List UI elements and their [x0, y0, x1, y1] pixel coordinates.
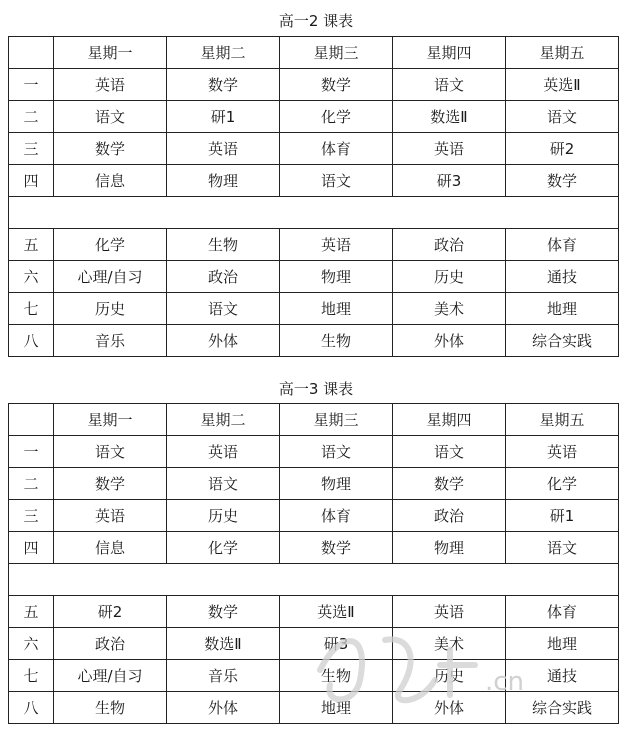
schedule-cell: 研3 — [393, 165, 506, 197]
schedule-cell: 历史 — [167, 500, 280, 532]
schedule-cell: 信息 — [54, 165, 167, 197]
schedule-cell: 星期五 — [506, 37, 619, 69]
table-row — [9, 628, 619, 660]
schedule-cell: 通技 — [506, 261, 619, 293]
schedule-cell: 英语 — [393, 133, 506, 165]
schedule-cell: 语文 — [54, 436, 167, 468]
period-label: 八 — [9, 692, 54, 724]
schedule-cell: 语文 — [167, 293, 280, 325]
schedule-cell: 化学 — [54, 229, 167, 261]
table-row — [9, 101, 619, 133]
schedule-cell: 音乐 — [167, 660, 280, 692]
schedule-cell: 外体 — [167, 325, 280, 357]
period-label — [9, 37, 54, 69]
schedule-cell: 地理 — [280, 692, 393, 724]
period-label: 五 — [9, 596, 54, 628]
schedule-cell: 心理/自习 — [54, 660, 167, 692]
schedule-cell: 生物 — [280, 660, 393, 692]
schedule-cell: 语文 — [393, 69, 506, 101]
table-row — [9, 436, 619, 468]
period-label: 三 — [9, 500, 54, 532]
schedule-table-2 — [8, 403, 619, 724]
schedule-cell: 地理 — [280, 293, 393, 325]
break-row — [9, 197, 619, 229]
schedule-cell: 政治 — [167, 261, 280, 293]
schedule-cell: 体育 — [506, 229, 619, 261]
schedule-cell: 物理 — [393, 532, 506, 564]
schedule-cell: 星期一 — [54, 404, 167, 436]
period-label: 八 — [9, 325, 54, 357]
schedule-cell: 地理 — [506, 628, 619, 660]
schedule-cell: 地理 — [506, 293, 619, 325]
schedule-cell: 政治 — [54, 628, 167, 660]
table-row — [9, 69, 619, 101]
schedule-cell: 数学 — [393, 468, 506, 500]
schedule-cell: 数选Ⅱ — [167, 628, 280, 660]
schedule-cell: 英语 — [167, 133, 280, 165]
period-label: 三 — [9, 133, 54, 165]
period-label: 一 — [9, 436, 54, 468]
table-row — [9, 660, 619, 692]
schedule-cell: 外体 — [393, 325, 506, 357]
schedule-cell: 研2 — [54, 596, 167, 628]
schedule-cell: 语文 — [54, 101, 167, 133]
schedule-cell: 综合实践 — [506, 692, 619, 724]
table-row — [9, 325, 619, 357]
header-row — [9, 37, 619, 69]
schedule-cell: 化学 — [506, 468, 619, 500]
schedule-cell: 外体 — [167, 692, 280, 724]
break-cell — [9, 564, 619, 596]
schedule-cell: 体育 — [280, 500, 393, 532]
schedule-cell: 数学 — [280, 532, 393, 564]
table-row — [9, 229, 619, 261]
schedule-cell: 研1 — [506, 500, 619, 532]
schedule-cell: 语文 — [506, 532, 619, 564]
schedule-cell: 数学 — [54, 468, 167, 500]
schedule-cell: 数学 — [167, 69, 280, 101]
schedule-cell: 政治 — [393, 500, 506, 532]
break-row — [9, 564, 619, 596]
schedule-cell: 语文 — [280, 165, 393, 197]
table-row — [9, 165, 619, 197]
schedule-cell: 研1 — [167, 101, 280, 133]
schedule-cell: 政治 — [393, 229, 506, 261]
schedule-cell: 生物 — [167, 229, 280, 261]
table-row — [9, 532, 619, 564]
table-row — [9, 468, 619, 500]
period-label: 二 — [9, 468, 54, 500]
schedule-cell: 外体 — [393, 692, 506, 724]
schedule-cell: 数学 — [167, 596, 280, 628]
schedule-cell: 体育 — [280, 133, 393, 165]
schedule-cell: 历史 — [54, 293, 167, 325]
period-label: 一 — [9, 69, 54, 101]
schedule-cell: 英语 — [393, 596, 506, 628]
schedule-cell: 通技 — [506, 660, 619, 692]
schedule-cell: 英语 — [506, 436, 619, 468]
schedule-cell: 数学 — [54, 133, 167, 165]
schedule-cell: 数学 — [280, 69, 393, 101]
period-label: 六 — [9, 628, 54, 660]
watermark-text: .cn — [485, 667, 525, 697]
schedule-cell: 物理 — [280, 261, 393, 293]
period-label: 七 — [9, 660, 54, 692]
schedule-cell: 物理 — [167, 165, 280, 197]
period-label: 五 — [9, 229, 54, 261]
schedule-title-2: 高一3 课表 — [278, 380, 354, 398]
schedule-cell: 研2 — [506, 133, 619, 165]
schedule-cell: 综合实践 — [506, 325, 619, 357]
schedule-cell: 星期四 — [393, 404, 506, 436]
schedule-cell: 体育 — [506, 596, 619, 628]
break-cell — [9, 197, 619, 229]
schedule-cell: 音乐 — [54, 325, 167, 357]
schedule-cell: 生物 — [54, 692, 167, 724]
schedule-cell: 星期三 — [280, 404, 393, 436]
schedule-cell: 历史 — [393, 261, 506, 293]
period-label — [9, 404, 54, 436]
schedule-cell: 数学 — [506, 165, 619, 197]
schedule-cell: 英语 — [54, 500, 167, 532]
schedule-cell: 星期二 — [167, 404, 280, 436]
schedule-cell: 数选Ⅱ — [393, 101, 506, 133]
table-row — [9, 261, 619, 293]
schedule-cell: 星期一 — [54, 37, 167, 69]
schedule-cell: 信息 — [54, 532, 167, 564]
schedule-cell: 英选Ⅱ — [280, 596, 393, 628]
schedule-cell: 语文 — [393, 436, 506, 468]
schedule-cell: 英语 — [167, 436, 280, 468]
schedule-cell: 星期五 — [506, 404, 619, 436]
schedule-cell: 语文 — [167, 468, 280, 500]
period-label: 二 — [9, 101, 54, 133]
schedule-cell: 物理 — [280, 468, 393, 500]
schedule-cell: 语文 — [506, 101, 619, 133]
table-row — [9, 133, 619, 165]
period-label: 四 — [9, 532, 54, 564]
schedule-cell: 历史 — [393, 660, 506, 692]
schedule-cell: 美术 — [393, 628, 506, 660]
schedule-cell: 美术 — [393, 293, 506, 325]
table-row — [9, 500, 619, 532]
schedule-cell: 英选Ⅱ — [506, 69, 619, 101]
schedule-cell: 语文 — [280, 436, 393, 468]
schedule-cell: 生物 — [280, 325, 393, 357]
period-label: 六 — [9, 261, 54, 293]
period-label: 七 — [9, 293, 54, 325]
schedule-cell: 星期四 — [393, 37, 506, 69]
schedule-cell: 英语 — [54, 69, 167, 101]
header-row — [9, 404, 619, 436]
table-row — [9, 692, 619, 724]
schedule-cell: 星期二 — [167, 37, 280, 69]
schedule-cell: 星期三 — [280, 37, 393, 69]
table-row — [9, 293, 619, 325]
period-label: 四 — [9, 165, 54, 197]
schedule-cell: 英语 — [280, 229, 393, 261]
schedule-cell: 研3 — [280, 628, 393, 660]
schedule-table-1 — [8, 36, 619, 357]
schedule-cell: 化学 — [167, 532, 280, 564]
table-row — [9, 596, 619, 628]
schedule-cell: 心理/自习 — [54, 261, 167, 293]
schedule-title-1: 高一2 课表 — [278, 12, 354, 30]
schedule-cell: 化学 — [280, 101, 393, 133]
